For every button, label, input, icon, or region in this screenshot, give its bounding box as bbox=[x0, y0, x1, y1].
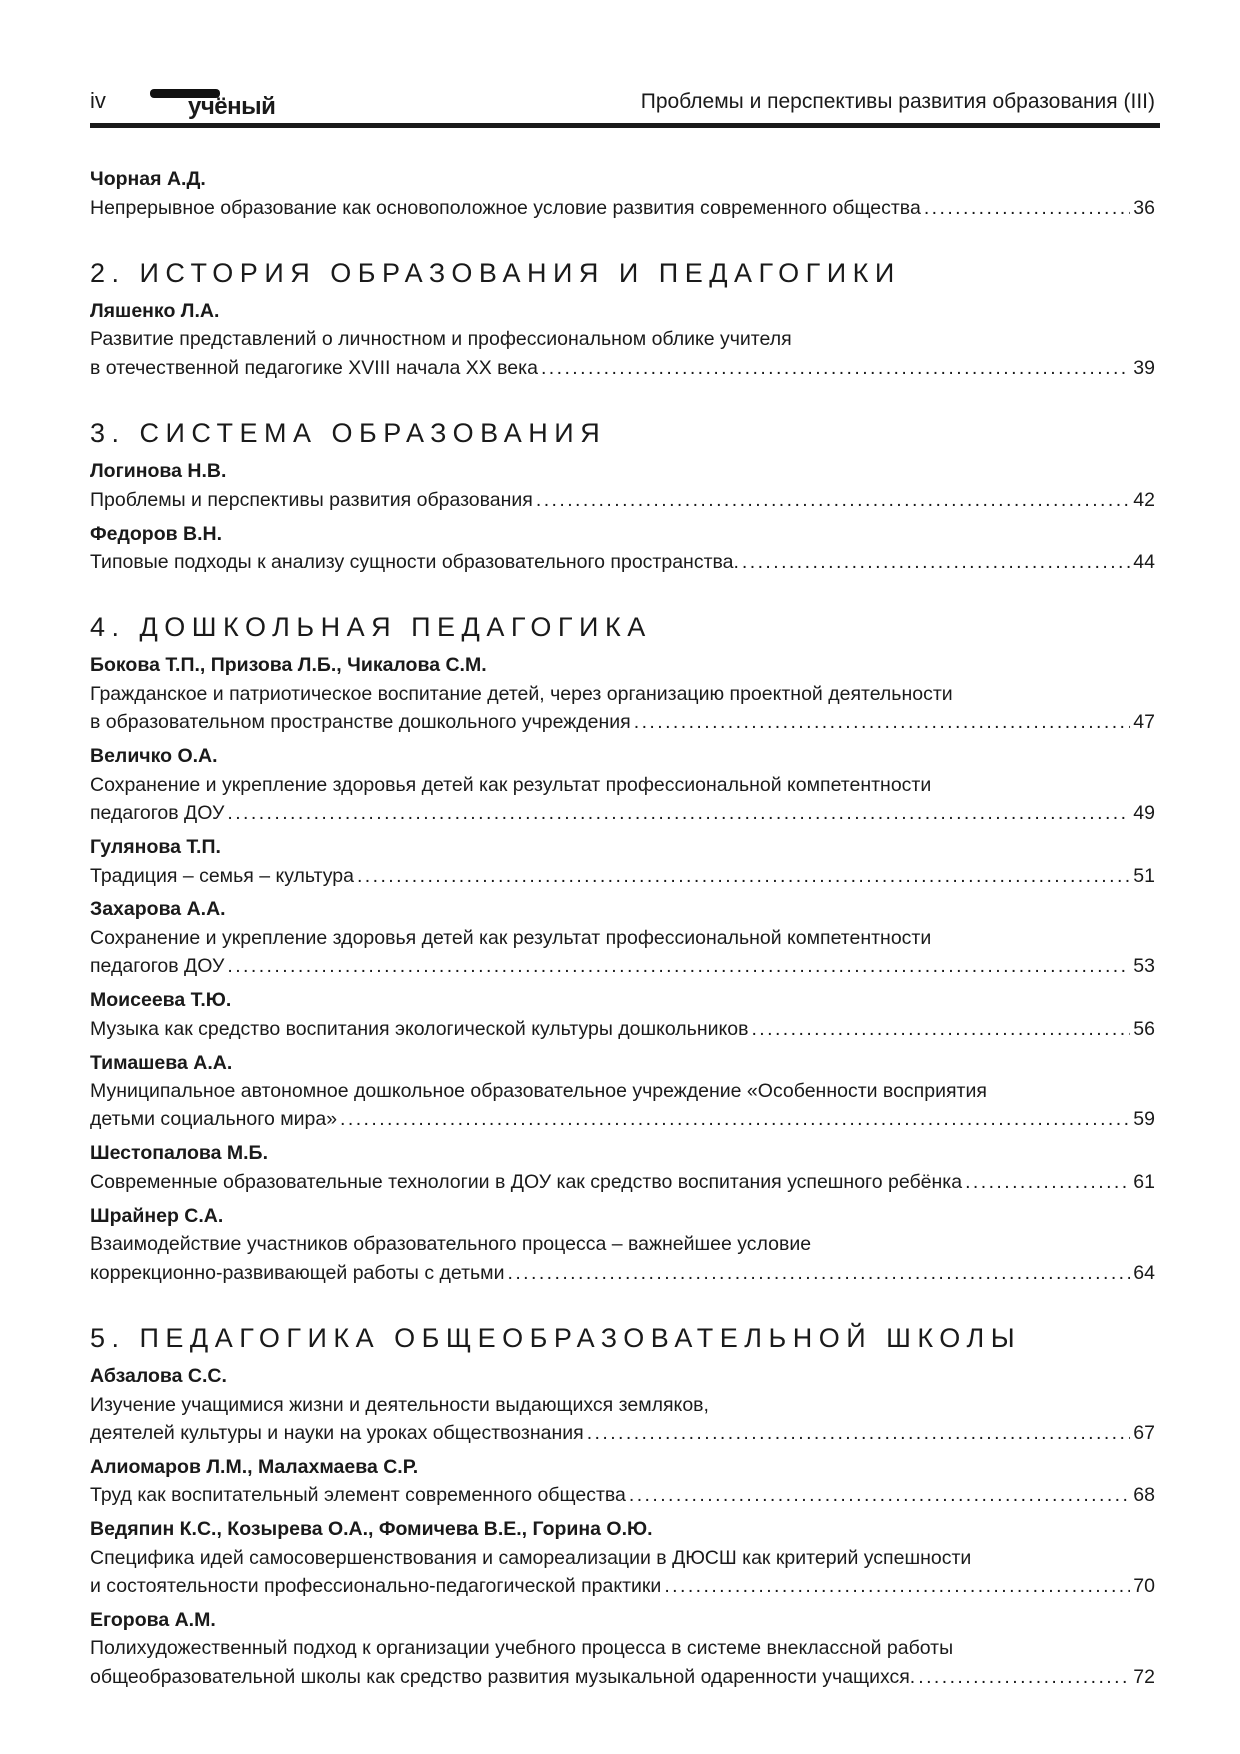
entry-title-line: Полихудожественный подход к организации учебного процесса в системе внеклассной работы bbox=[90, 1637, 954, 1660]
toc-entry[interactable] bbox=[90, 520, 1155, 577]
page-number: 70 bbox=[1133, 1575, 1155, 1598]
entry-author: Ведяпин К.С., Козырева О.А., Фомичева В.Е., Горина О.Ю. bbox=[90, 1518, 653, 1541]
entry-author: Логинова Н.В. bbox=[90, 460, 227, 483]
entry-title-text: общеобразовательной школы как средство развития музыкальной одаренности учащихся. bbox=[90, 1665, 916, 1688]
page-number: 68 bbox=[1133, 1484, 1155, 1507]
entry-title-line bbox=[90, 1419, 1155, 1447]
entry-author: Бокова Т.П., Призова Л.Б., Чикалова С.М. bbox=[90, 654, 487, 677]
dot-leader bbox=[629, 1481, 1130, 1509]
page-number: 64 bbox=[1133, 1261, 1155, 1284]
toc-entry[interactable] bbox=[90, 742, 1155, 827]
entry-author: Гулянова Т.П. bbox=[90, 836, 221, 859]
header-rule bbox=[90, 123, 1160, 128]
entry-title-text: Проблемы и перспективы развития образования bbox=[90, 488, 533, 511]
logo-word: учёный bbox=[188, 93, 276, 120]
entry-title-line bbox=[90, 486, 1155, 514]
dot-leader bbox=[340, 1105, 1130, 1133]
entry-title-line bbox=[90, 1015, 1155, 1043]
section-heading: 3. СИСТЕМА ОБРАЗОВАНИЯ bbox=[90, 418, 607, 449]
journal-logo bbox=[150, 87, 280, 121]
dot-leader bbox=[918, 1663, 1130, 1691]
dot-leader bbox=[357, 862, 1130, 890]
table-of-contents bbox=[90, 165, 1155, 1691]
entry-title-text: в отечественной педагогике XVIII начала XX века bbox=[90, 356, 538, 379]
entry-title-line bbox=[90, 1259, 1155, 1287]
entry-title-text: деятелей культуры и науки на уроках обществознания bbox=[90, 1421, 584, 1444]
dot-leader bbox=[664, 1572, 1130, 1600]
entry-author: Чорная А.Д. bbox=[90, 168, 206, 190]
entry-title-line bbox=[90, 354, 1155, 382]
toc-entry[interactable] bbox=[90, 165, 1155, 222]
section-heading: 5. ПЕДАГОГИКА ОБЩЕОБРАЗОВАТЕЛЬНОЙ ШКОЛЫ bbox=[90, 1323, 1022, 1354]
entry-title-line: Специфика идей самосовершенствования и самореализации в ДЮСШ как критерий успешности bbox=[90, 1546, 972, 1569]
page-number: 44 bbox=[1133, 551, 1155, 574]
entry-title-text: Музыка как средство воспитания экологической культуры дошкольников bbox=[90, 1017, 749, 1040]
entry-title-text: педагогов ДОУ bbox=[90, 802, 225, 825]
dot-leader bbox=[587, 1419, 1131, 1447]
entry-title-line bbox=[90, 799, 1155, 827]
entry-title-line: Муниципальное автономное дошкольное образовательное учреждение «Особенности восприятия bbox=[90, 1080, 987, 1103]
entry-author: Федоров В.Н. bbox=[90, 522, 223, 545]
entry-title-text: Современные образовательные технологии в ДОУ как средство воспитания успешного ребёнка bbox=[90, 1170, 963, 1193]
dot-leader bbox=[541, 354, 1130, 382]
dot-leader bbox=[227, 952, 1130, 980]
entry-title-line: Взаимодействие участников образовательного процесса – важнейшее условие bbox=[90, 1233, 812, 1256]
toc-entry[interactable] bbox=[90, 1202, 1155, 1287]
entry-title-text: Труд как воспитательный элемент современного общества bbox=[90, 1484, 626, 1507]
toc-entry[interactable] bbox=[90, 1515, 1155, 1600]
page-number: 56 bbox=[1133, 1017, 1155, 1040]
page-number: 47 bbox=[1133, 711, 1155, 734]
toc-entry[interactable] bbox=[90, 895, 1155, 980]
entry-title-text: в образовательном пространстве дошкольного учреждения bbox=[90, 711, 631, 734]
dot-leader bbox=[924, 194, 1130, 222]
toc-entry[interactable] bbox=[90, 1139, 1155, 1196]
entry-title-line bbox=[90, 548, 1155, 576]
page-number: 51 bbox=[1133, 864, 1155, 887]
dot-leader bbox=[742, 548, 1130, 576]
toc-entry[interactable] bbox=[90, 833, 1155, 890]
entry-title-line: Гражданское и патриотическое воспитание детей, через организацию проектной деятельности bbox=[90, 682, 953, 705]
toc-entry[interactable] bbox=[90, 297, 1155, 382]
running-title: Проблемы и перспективы развития образования (III) bbox=[640, 90, 1155, 113]
page-number: 72 bbox=[1133, 1665, 1155, 1688]
entry-title-text: Типовые подходы к анализу сущности образовательного пространства. bbox=[90, 551, 739, 574]
entry-title-line bbox=[90, 952, 1155, 980]
entry-title-text: детьми социального мира» bbox=[90, 1108, 338, 1131]
page-number: 59 bbox=[1133, 1108, 1155, 1131]
entry-author: Моисеева Т.Ю. bbox=[90, 989, 232, 1012]
entry-title-text: коррекционно-развивающей работы с детьми bbox=[90, 1261, 505, 1284]
entry-title-line: Изучение учащимися жизни и деятельности выдающихся земляков, bbox=[90, 1393, 709, 1416]
section-heading: 2. ИСТОРИЯ ОБРАЗОВАНИЯ И ПЕДАГОГИКИ bbox=[90, 257, 901, 288]
toc-entry[interactable] bbox=[90, 651, 1155, 736]
entry-title-line bbox=[90, 1168, 1155, 1196]
entry-title-line bbox=[90, 1105, 1155, 1133]
entry-title-line bbox=[90, 1572, 1155, 1600]
entry-title-line bbox=[90, 708, 1155, 736]
dot-leader bbox=[634, 708, 1131, 736]
entry-title-text: Непрерывное образование как основоположное условие развития современного общества bbox=[90, 196, 921, 219]
page-number: 36 bbox=[1133, 196, 1155, 219]
entry-author: Шрайнер С.А. bbox=[90, 1204, 224, 1227]
dot-leader bbox=[965, 1168, 1130, 1196]
page-number: 39 bbox=[1133, 356, 1155, 379]
entry-title-line bbox=[90, 1481, 1155, 1509]
entry-author: Тимашева А.А. bbox=[90, 1051, 233, 1074]
page-folio: iv bbox=[90, 88, 106, 113]
toc-entry[interactable] bbox=[90, 1453, 1155, 1510]
entry-author: Величко О.А. bbox=[90, 745, 218, 768]
dot-leader bbox=[536, 486, 1130, 514]
entry-title-text: и состоятельности профессионально-педагогической практики bbox=[90, 1575, 662, 1598]
page-number: 49 bbox=[1133, 802, 1155, 825]
entry-author: Алиомаров Л.М., Малахмаева С.Р. bbox=[90, 1455, 419, 1478]
entry-title-line bbox=[90, 194, 1155, 222]
entry-title-line bbox=[90, 1663, 1155, 1691]
toc-entry[interactable] bbox=[90, 1049, 1155, 1134]
entry-title-line: Развитие представлений о личностном и профессиональном облике учителя bbox=[90, 328, 792, 351]
toc-entry[interactable] bbox=[90, 457, 1155, 514]
entry-author: Егорова А.М. bbox=[90, 1608, 216, 1631]
toc-entry[interactable] bbox=[90, 1606, 1155, 1691]
page-number: 61 bbox=[1133, 1170, 1155, 1193]
toc-entry[interactable] bbox=[90, 1362, 1155, 1447]
entry-author: Абзалова С.С. bbox=[90, 1365, 227, 1388]
entry-author: Шестопалова М.Б. bbox=[90, 1142, 268, 1165]
toc-entry[interactable] bbox=[90, 986, 1155, 1043]
entry-author: Ляшенко Л.А. bbox=[90, 299, 220, 322]
entry-title-line bbox=[90, 862, 1155, 890]
page-number: 53 bbox=[1133, 955, 1155, 978]
entry-author: Захарова А.А. bbox=[90, 898, 226, 921]
dot-leader bbox=[751, 1015, 1130, 1043]
page-number: 42 bbox=[1133, 488, 1155, 511]
dot-leader bbox=[507, 1259, 1130, 1287]
entry-title-line: Сохранение и укрепление здоровья детей как результат профессиональной компетентности bbox=[90, 926, 932, 949]
section-heading: 4. ДОШКОЛЬНАЯ ПЕДАГОГИКА bbox=[90, 612, 652, 643]
dot-leader bbox=[227, 799, 1130, 827]
page-number: 67 bbox=[1133, 1421, 1155, 1444]
entry-title-text: педагогов ДОУ bbox=[90, 955, 225, 978]
entry-title-line: Сохранение и укрепление здоровья детей как результат профессиональной компетентности bbox=[90, 773, 932, 796]
entry-title-text: Традиция – семья – культура bbox=[90, 864, 354, 887]
